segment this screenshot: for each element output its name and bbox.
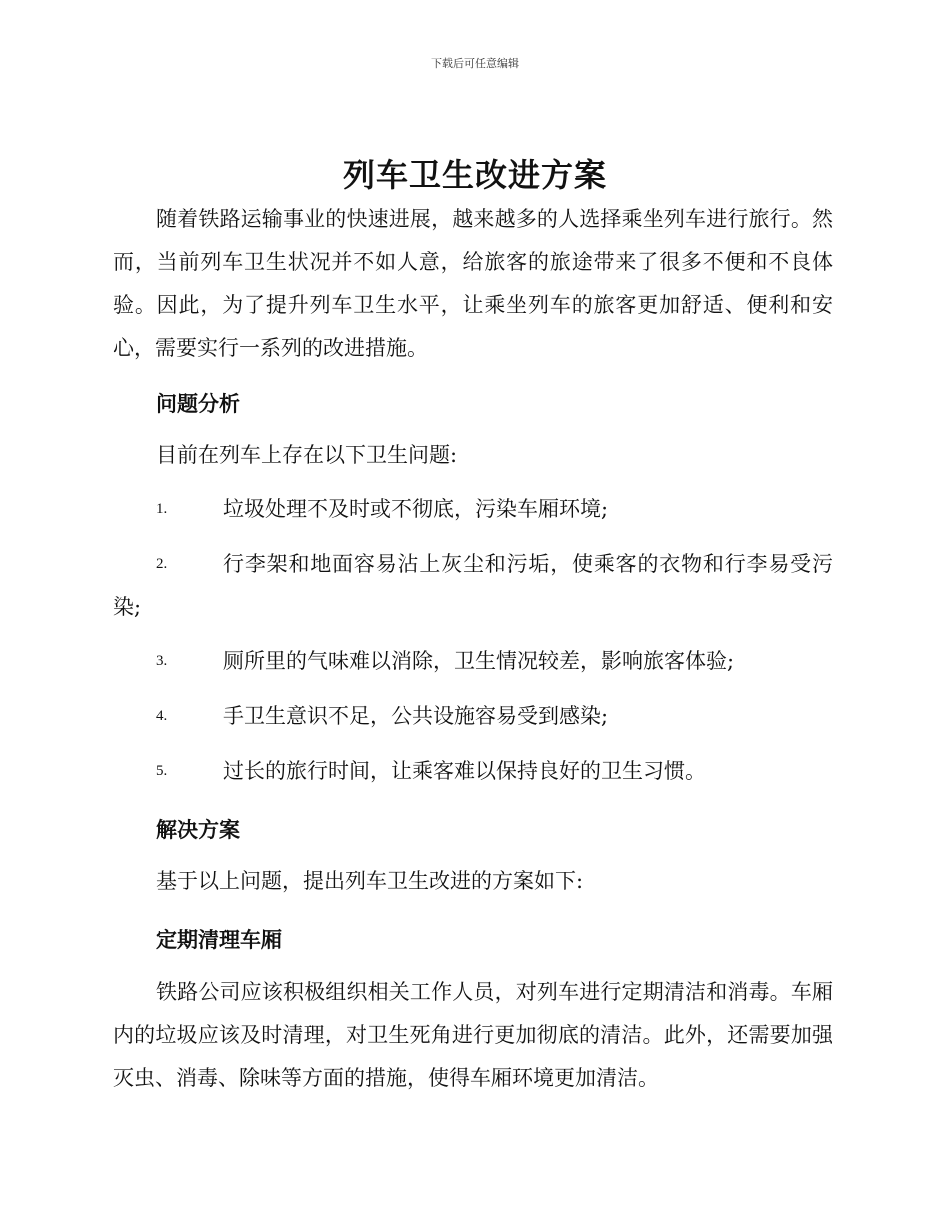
- list-text: 行李架和地面容易沾上灰尘和污垢，使乘客的衣物和行李易受污染;: [113, 552, 833, 619]
- list-text: 厕所里的气味难以消除，卫生情况较差，影响旅客体验;: [223, 649, 735, 673]
- list-text: 过长的旅行时间，让乘客难以保持良好的卫生习惯。: [223, 759, 706, 783]
- heading-regular-cleaning: 定期清理车厢: [156, 928, 282, 952]
- list-item: [113, 543, 833, 629]
- list-item: [113, 695, 833, 738]
- list-number: 5.: [156, 763, 168, 779]
- list-text: 手卫生意识不足，公共设施容易受到感染;: [223, 704, 609, 728]
- list-number: 3.: [156, 653, 168, 669]
- header-note: 下载后可任意编辑: [431, 57, 519, 70]
- list-item: [113, 640, 833, 683]
- list-item: [113, 750, 833, 793]
- intro-paragraph: 随着铁路运输事业的快速进展，越来越多的人选择乘坐列车进行旅行。然而，当前列车卫生状况并不如人意，给旅客的旅途带来了很多不便和不良体验。因此，为了提升列车卫生水平，让乘坐列车的旅客更加舒适、便利和安心，需要实行一系列的改进措施。: [113, 207, 833, 360]
- problem-lead: 目前在列车上存在以下卫生问题:: [156, 443, 458, 467]
- list-text: 垃圾处理不及时或不彻底，污染车厢环境;: [223, 497, 609, 521]
- list-number: 1.: [156, 501, 168, 517]
- heading-problem-analysis: 问题分析: [156, 392, 240, 416]
- cleaning-paragraph: 铁路公司应该积极组织相关工作人员，对列车进行定期清洁和消毒。车厢内的垃圾应该及时清理，对卫生死角进行更加彻底的清洁。此外，还需要加强灭虫、消毒、除味等方面的措施，使得车厢环境更加清洁。: [113, 980, 833, 1090]
- list-number: 4.: [156, 708, 168, 724]
- heading-solution: 解决方案: [156, 818, 240, 842]
- list-number: 2.: [156, 556, 168, 572]
- list-item: [113, 488, 833, 531]
- document-title: 列车卫生改进方案: [342, 156, 607, 194]
- solution-lead: 基于以上问题，提出列车卫生改进的方案如下:: [156, 869, 584, 893]
